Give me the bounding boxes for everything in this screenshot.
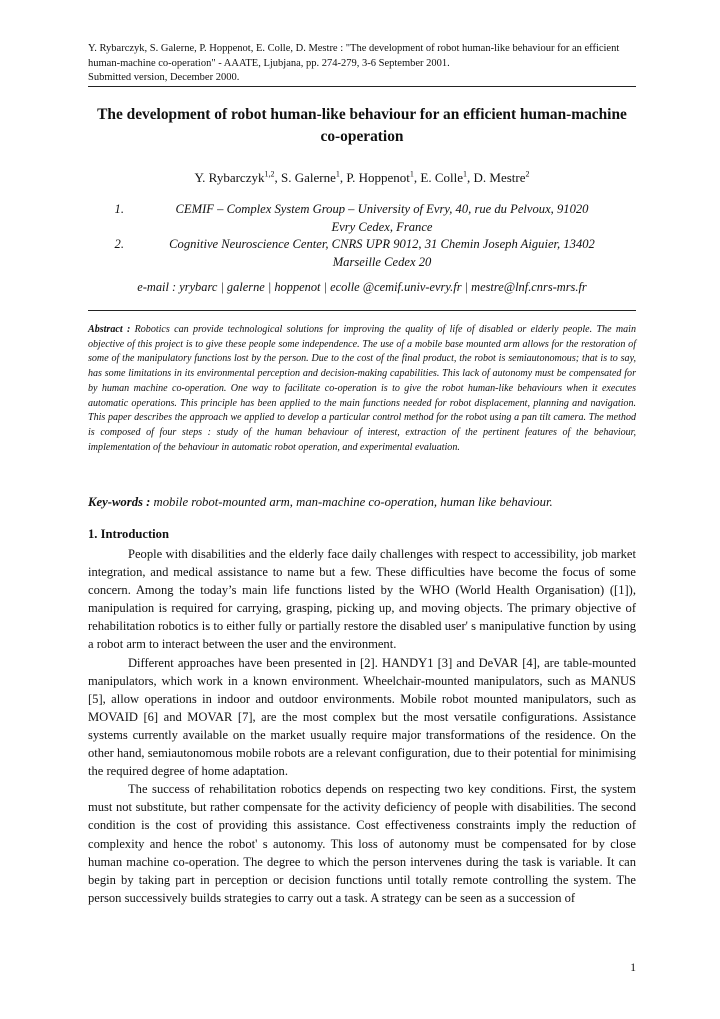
citation-text: Y. Rybarczyk, S. Galerne, P. Hoppenot, E. Colle, D. Mestre : "The development of robot human-like behaviour for an efficient human-machine co-operation" - AAATE, Ljubjana, pp. 274-279, 3-6 September 2001. bbox=[88, 43, 620, 69]
paragraph: Different approaches have been presented in [2]. HANDY1 [3] and DeVAR [4], are table-mounted manipulators, which work in a known environment. Wheelchair-mounted manipulators, such as MANUS [5], allow operations in indoor and outdoor environments. Mobile robot mounted manipulators, such as MOVAID [6] and MOVAR [7], are the most complex but the most versatile configurations. Assistance systems currently available on the market usually require major transformations of the residence. On the other hand, semiautonomous mobile robots are a relevant configuration, due to their potential for minimising the required degree of home adaptation. bbox=[88, 655, 636, 779]
author-list bbox=[88, 170, 636, 186]
citation-header bbox=[88, 42, 636, 86]
abstract-rule bbox=[88, 310, 636, 311]
submitted-note: Submitted version, December 2000. bbox=[88, 72, 240, 83]
abstract-text: Robotics can provide technological solutions for improving the quality of life of disabled or elderly people. The main objective of this project is to give these people some independence. The use of a mobile base mounted arm allows for the restoration of some of the manipulatory functions lost by the person. Due to the cost of the final product, the robot is semiautonomous; that is to say, has some limitations in its environmental perception and decision-making capabilities. This lack of autonomy must be compensated for by human machine co-operation. One way to facilitate co-operation is to give the robot human-like behaviours when it executes automatic operations. This principle has been applied to the main functions needed for robot displacement, planning and navigation. This paper describes the approach we applied to develop a particular control method for the robot using a pan tilt camera. The method is composed of four steps : study of the human behaviour of interest, extraction of the pertinent features of the behaviour, implementation of the behaviour in automatic robot operation, and experimental evaluation. bbox=[88, 324, 636, 453]
affiliation-item: 2. Cognitive Neuroscience Center, CNRS UPR 9012, 31 Chemin Joseph Aiguier, 13402 Marseille Cedex 20 bbox=[114, 237, 595, 269]
page-number: 1 bbox=[630, 962, 636, 974]
body-text bbox=[88, 545, 636, 907]
keywords-text: mobile robot-mounted arm, man-machine co-operation, human like behaviour. bbox=[153, 495, 553, 509]
email-line: e-mail : yrybarc | galerne | hoppenot | ecolle @cemif.univ-evry.fr | mestre@lnf.cnrs-mrs.fr bbox=[137, 280, 587, 294]
author: D. Mestre$^2$ bbox=[473, 169, 530, 185]
keywords bbox=[88, 495, 636, 510]
keywords-label: Key-words : bbox=[88, 495, 151, 509]
author: Y. Rybarczyk$^{1,2}$, bbox=[194, 169, 281, 185]
author: P. Hoppenot$^1$, bbox=[346, 169, 421, 185]
section-heading: 1. Introduction bbox=[88, 527, 169, 541]
paragraph: The success of rehabilitation robotics depends on respecting two key conditions. First, the system must not substitute, but rather compensate for the activity deficiency of people with disabilities. The second condition is the cost of providing this assistance. Cost effectiveness constraints imply the reduction of complexity and hence the robot' s autonomy. This loss of autonomy must be compensated for by close human machine co-operation. The degree to which the person intervenes during the task is variable. It can begin by taking part in perception or decision functions until totally remote controlling the system. The person successively builds strategies to carry out a task. A strategy can be seen as a succession of bbox=[88, 782, 636, 905]
affiliation-list bbox=[88, 201, 636, 271]
author: S. Galerne$^1$, bbox=[280, 169, 347, 185]
affiliation-item: 1. CEMIF – Complex System Group – University of Evry, 40, rue du Pelvoux, 91020 Evry Cedex, France bbox=[114, 202, 589, 234]
abstract-label: Abstract : bbox=[88, 324, 131, 335]
paper-title: The development of robot human-like behaviour for an efficient human-machine co-operation bbox=[97, 106, 627, 145]
paragraph: People with disabilities and the elderly face daily challenges with respect to accessibility, job market integration, and medical assistance to name but a few. These difficulties have become the focus of some concern. Among the today’s main life functions listed by the WHO (World Health Organisation) ([1]), manipulation is required for carrying, grasping, picking up, and moving objects. The primary objective of rehabilitation robotics is to either fully or partially restore the disabled user' s manipulative function by using a robot arm to interact between the user and the environment. bbox=[88, 547, 636, 652]
abstract bbox=[88, 323, 636, 455]
header-rule bbox=[88, 86, 636, 87]
author: E. Colle$^1$, bbox=[420, 169, 474, 185]
